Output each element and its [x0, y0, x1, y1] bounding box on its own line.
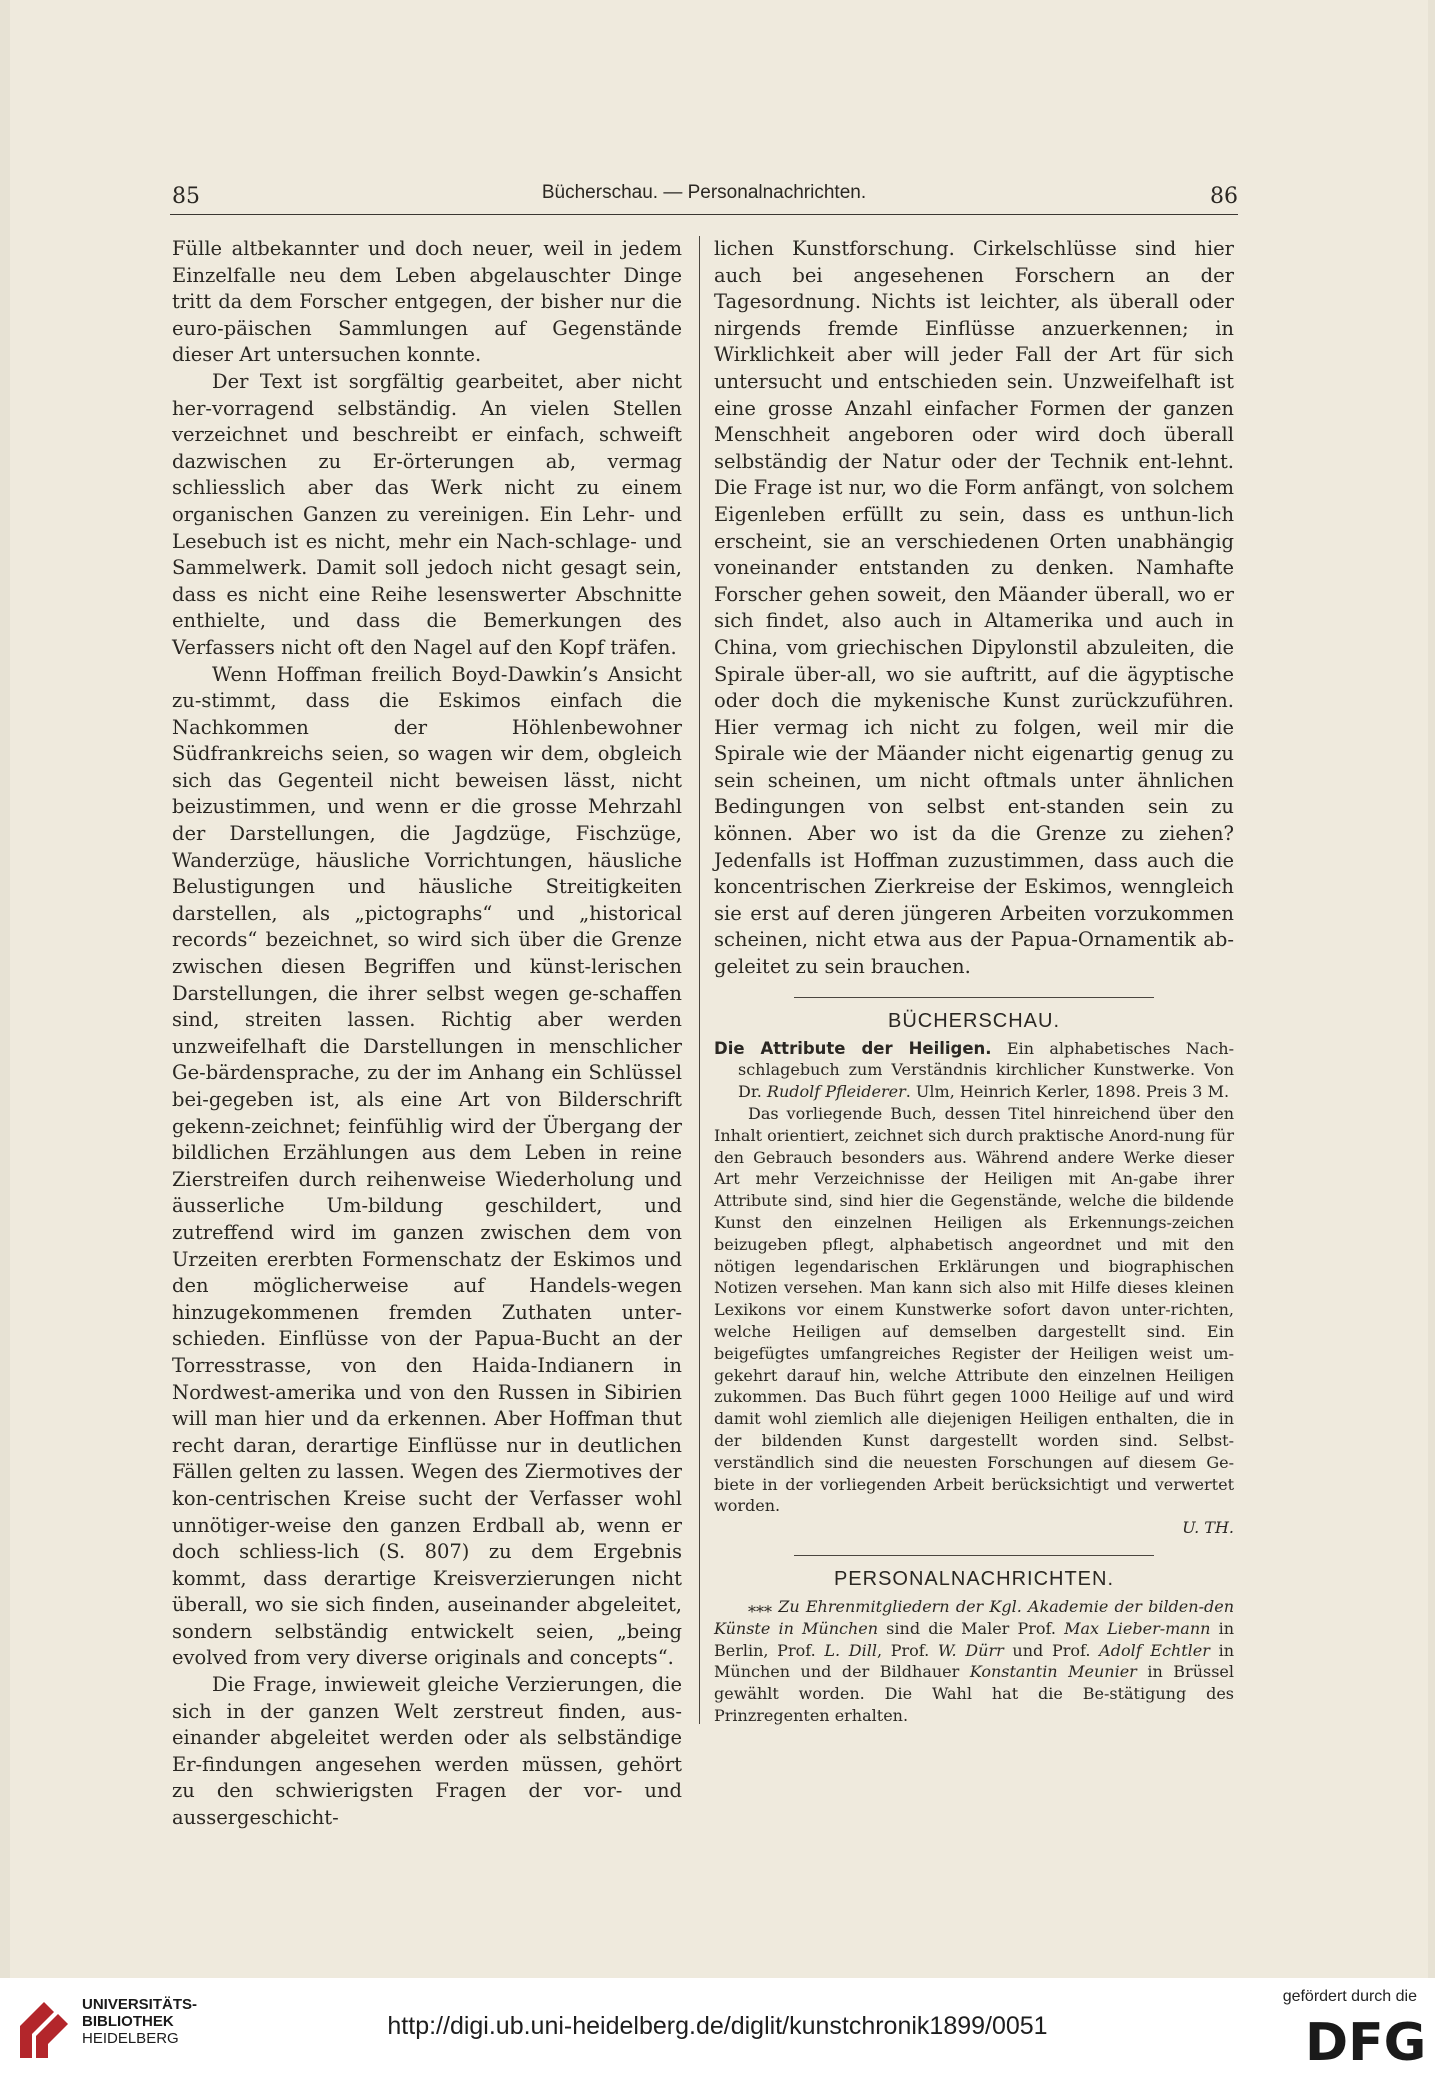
book-author: Rudolf Pfleiderer: [766, 1082, 906, 1102]
page-header: [170, 178, 1238, 218]
paragraph: Wenn Hoffman freilich Boyd-Dawkin’s Ansicht zu-stimmt, dass die Eskimos einfach die Nachkommen der Höhlenbewohner Südfrankreichs seien, so wagen wir dem, obgleich sich das Gegenteil nicht beweisen lässt, nicht beizustimmen, und wenn er die grosse Mehrzahl der Darstellungen, die Jagdzüge, Fischzüge, Wanderzüge, häusliche Vorrichtungen, häusliche Belustigungen und häusliche Streitigkeiten darstellen, als „pictographs“ und „historical records“ bezeichnet, so wird sich über die Grenze zwischen diesen Begriffen und künst-lerischen Darstellungen, die ihrer selbst wegen ge-schaffen sind, streiten lassen. Richtig aber werden unzweifelhaft die Darstellungen in menschlicher Ge-bärdensprache, zu der im Anhang ein Schlüssel bei-gegeben ist, als eine Art von Bilderschrift gekenn-zeichnet; feinfühlig wird der Übergang der bildlichen Erzählungen aus dem Leben in reine Zierstreifen durch reihenweise Wiederholung und äusserliche Um-bildung geschildert, und zutreffend wird im ganzen zwischen dem von Urzeiten ererbten Formenschatz der Eskimos und den möglicherweise auf Handels-wegen hinzugekommenen fremden Zuthaten unter-schieden. Einflüsse von der Papua-Bucht an der Torresstrasse, von den Haida-Indianern in Nordwest-amerika und von den Russen in Sibirien will man hier und da erkennen. Aber Hoffman thut recht daran, derartige Einflüsse nur in deutlichen Fällen gelten zu lassen. Wegen des Ziermotives der kon-centrischen Kreise sucht der Verfasser wohl unnötiger-weise den ganzen Erdball ab, wenn er doch schliess-lich (S. 807) zu dem Ergebnis kommt, dass derartige Kreisverzierungen nicht überall, wo sie sich finden, auseinander abgeleitet, sondern selbständig entwickelt seien, „being evolved from very diverse originals and concepts“.: [172, 662, 682, 1670]
person-name: Adolf Echtler: [1099, 1640, 1210, 1660]
book-publication: . Ulm, Heinrich Kerler, 1898. Preis 3 M.: [905, 1082, 1230, 1102]
book-title: Die Attribute der Heiligen.: [714, 1038, 992, 1058]
news-text: in München und der Bildhauer: [714, 1640, 1235, 1682]
library-line: UNIVERSITÄTS-: [82, 1996, 198, 2013]
dfg-logo-icon: [1303, 2013, 1427, 2073]
paragraph: Der Text ist sorgfältig gearbeitet, aber nicht her-vorragend selbständig. An vielen Stellen verzeichnet und beschreibt er einfach, schweift dazwischen zu Er-örterungen ab, vermag schliesslich aber das Werk nicht zu einem organischen Ganzen zu vereinigen. Ein Lehr- und Lesebuch ist es nicht, mehr ein Nach-schlage- und Sammelwerk. Damit soll jedoch nicht gesagt sein, dass es nicht eine Reihe lesenswerter Abschnitte enthielte, und dass die Bemerkungen des Verfassers nicht oft den Nagel auf den Kopf träfen.: [172, 369, 682, 659]
person-name: Konstantin Meunier: [969, 1662, 1137, 1682]
news-text: und Prof.: [1003, 1640, 1100, 1660]
review-text: Das vorliegende Buch, dessen Titel hinreichend über den Inhalt orientiert, zeichnet sich durch praktische Anord-nung für den Gebrauch besonders aus. Während andere Werke dieser Art mehr Verzeichnisse der Heiligen mit An-gabe ihrer Attribute sind, sind hier die Gegenstände, welche die bildende Kunst den einzelnen Heiligen als Erkennungs-zeichen beizugeben pflegt, alphabetisch angeordnet und mit den nötigen legendarischen Erklärungen und biographischen Notizen versehen. Man kann sich also mit Hilfe dieses kleinen Lexikons vor einem Kunstwerke sofort davon unter-richten, welche Heiligen auf demselben dargestellt sind. Ein beigefügtes umfangreiches Register der Heiligen weist um-gekehrt darauf hin, welche Attribute den einzelnen Heiligen zukommen. Das Buch führt gegen 1000 Heilige auf und wird damit wohl ziemlich alle diejenigen Heiligen enthalten, die in der bildenden Kunst dargestellt worden sind. Selbst-verständlich sind die neuesten Forschungen auf diesem Ge-biete in der vorliegenden Arbeit berücksichtigt und verwertet worden.: [714, 1104, 1234, 1516]
person-name: L. Dill: [824, 1640, 877, 1660]
person-name: W. Dürr: [937, 1640, 1004, 1660]
book-description: Ein alphabetisches Nach-schlagebuch zum Verständnis kirchlicher Kunstwerke. Von Dr.: [738, 1038, 1235, 1102]
review-signature: U. TH.: [1182, 1518, 1234, 1538]
personal-news: [714, 1596, 1234, 1727]
paragraph: Fülle altbekannter und doch neuer, weil in jedem Einzelfalle neu dem Leben abgelauschter Dinge tritt da dem Forscher entgegen, der bisher nur die euro-päischen Sammlungen auf Gegenstände dieser Art untersuchen konnte.: [172, 237, 682, 367]
paragraph: Die Frage, inwieweit gleiche Verzierungen, die sich in der ganzen Welt zerstreut finden, aus-einander abgeleitet werden oder als selbständige Er-findungen angesehen werden müssen, gehört zu den schwierigsten Fragen der vor- und aussergeschicht-: [172, 1673, 682, 1830]
section-title-buecherschau: BÜCHERSCHAU.: [887, 1009, 1061, 1032]
funded-by-label: gefördert durch die: [1282, 1988, 1417, 2005]
asterism: ⁎⁎⁎: [748, 1596, 779, 1616]
section-rule: [794, 1555, 1154, 1556]
section-rule: [794, 997, 1154, 998]
page-number-right: 86: [1210, 184, 1238, 209]
news-text: in Berlin, Prof.: [714, 1618, 1234, 1660]
page-number-left: 85: [172, 184, 200, 209]
left-column: [172, 236, 682, 1832]
running-head: Bücherschau. — Personalnachrichten.: [541, 182, 867, 203]
news-text: in Brüssel gewählt worden. Die Wahl hat die Be-stätigung des Prinzregenten erhalten.: [714, 1662, 1235, 1725]
person-name: Max Lieber-mann: [1064, 1618, 1211, 1638]
book-entry: [714, 1038, 1234, 1103]
paragraph: lichen Kunstforschung. Cirkelschlüsse sind hier auch bei angesehenen Forschern an der Tagesordnung. Nichts ist leichter, als überall oder nirgends fremde Einflüsse anzuerkennen; in Wirklichkeit aber will jeder Fall der Art für sich untersucht und entschieden sein. Unzweifelhaft ist eine grosse Anzahl einfacher Formen der ganzen Menschheit angeboren oder wird doch überall selbständig der Natur oder der Technik ent-lehnt. Die Frage ist nur, wo die Form anfängt, von solchem Eigenleben erfüllt zu sein, dass es unthun-lich erscheint, sie an verschiedenen Orten unabhängig voneinander entstanden zu denken. Namhafte Forscher gehen soweit, den Mäander überall, wo er sich findet, also auch in Altamerika und auch in China, vom griechischen Dipylonstil abzuleiten, die Spirale über-all, wo sie auftritt, auf die ägyptische oder doch die mykenische Kunst zurückzuführen. Hier vermag ich nicht zu folgen, weil mir die Spirale wie der Mäander nicht eigenartig genug zu sein scheinen, um nicht oftmals unter ähnlichen Bedingungen von selbst ent-standen sein zu können. Aber wo ist da die Grenze zu ziehen? Jedenfalls ist Hoffman zuzustimmen, dass auch die koncentrischen Zierkreise der Eskimos, wenngleich sie erst auf deren jüngeren Arbeiten vorzukommen scheinen, nicht etwa aus der Papua-Ornamentik ab-geleitet zu sein brauchen.: [714, 237, 1234, 979]
library-line: BIBLIOTHEK: [82, 2013, 174, 2030]
news-text: , Prof.: [876, 1640, 938, 1660]
section-title-personalnachrichten: PERSONALNACHRICHTEN.: [833, 1567, 1115, 1590]
library-line: HEIDELBERG: [82, 2030, 179, 2047]
footer-bar: [0, 1978, 1435, 2081]
news-emphasis: Zu Ehrenmitgliedern der Kgl. Akademie der bilden-den Künste in München: [714, 1596, 1234, 1638]
news-text: sind die Maler Prof.: [878, 1618, 1065, 1638]
right-column: [714, 236, 1234, 1727]
column-divider: [699, 236, 700, 1724]
dfg-logo-text: DFG: [1305, 2013, 1427, 2073]
header-rule: [170, 214, 1238, 215]
permalink-url[interactable]: http://digi.ub.uni-heidelberg.de/diglit/kunstchronik1899/0051: [387, 2012, 1048, 2040]
